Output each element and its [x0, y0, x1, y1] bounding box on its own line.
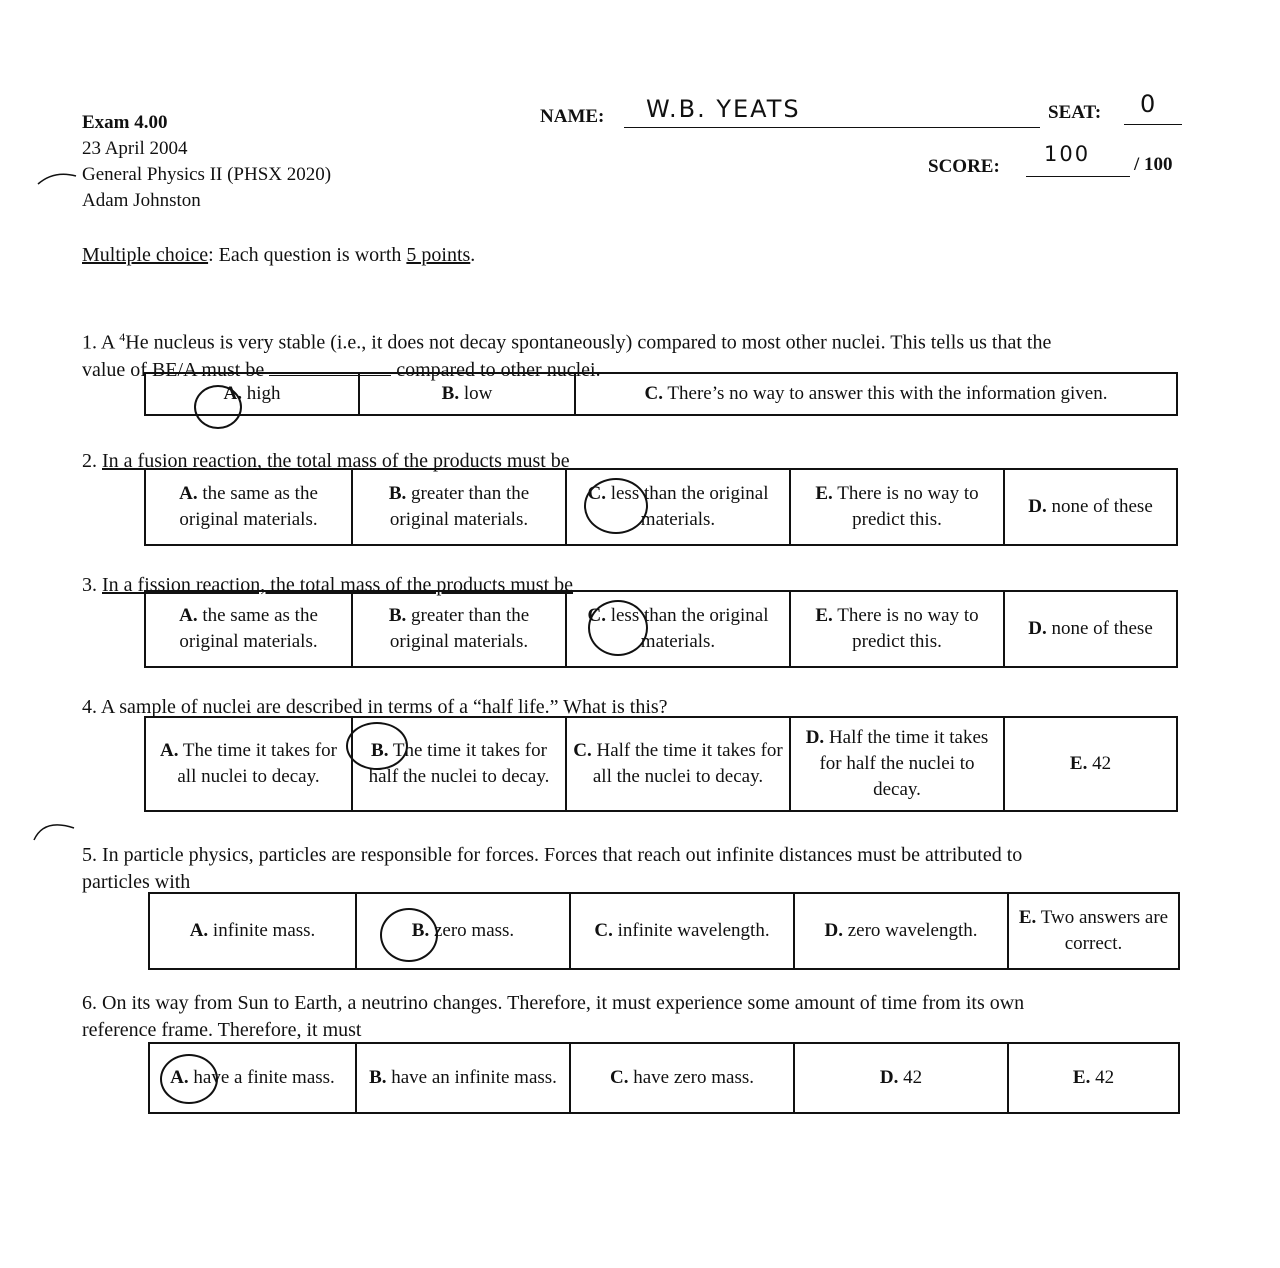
option-a[interactable]: A. have a finite mass. — [149, 1043, 356, 1113]
pencil-stray-mark — [36, 166, 82, 188]
question-number: 2. — [82, 450, 97, 472]
question-text-line2: value of BE/A must be — [82, 358, 265, 381]
seat-label: SEAT: — [1048, 102, 1102, 123]
question-number: 3. — [82, 574, 97, 596]
score-label: SCORE: — [928, 156, 1000, 177]
options-q2 — [144, 468, 1178, 546]
question-text-line2: particles with — [82, 871, 191, 893]
option-b[interactable]: B. have an infinite mass. — [356, 1043, 570, 1113]
option-e[interactable]: E. There is no way to predict this. — [790, 469, 1004, 545]
option-c[interactable]: C. less than the original materials. — [566, 469, 790, 545]
option-a[interactable]: A. The time it takes for all nuclei to decay. — [145, 717, 352, 811]
question-text: In a fission reaction, the total mass of the products must be — [102, 574, 574, 596]
score-field[interactable] — [1026, 142, 1130, 177]
question-text: In a fusion reaction, the total mass of the products must be — [102, 450, 570, 472]
option-b[interactable]: B. low — [359, 373, 575, 415]
exam-date: 23 April 2004 — [82, 138, 188, 159]
question-text-cont: He nucleus is very stable (i.e., it does not decay spontaneously) compared to most other nuclei. This tells us that the — [125, 331, 1052, 354]
question-6 — [82, 990, 1252, 1044]
option-d[interactable]: D. zero wavelength. — [794, 893, 1008, 969]
seat-value: 0 — [1140, 90, 1158, 118]
exam-info — [82, 110, 331, 214]
name-value: W.B. YEATS — [646, 95, 801, 123]
question-text: On its way from Sun to Earth, a neutrino changes. Therefore, it must experience some amount of time from its own — [102, 992, 1025, 1014]
option-e[interactable]: E. Two answers are correct. — [1008, 893, 1179, 969]
option-b[interactable]: B. greater than the original materials. — [352, 591, 566, 667]
instructions-lead: Multiple choice — [82, 244, 209, 266]
option-b[interactable]: B. The time it takes for half the nuclei to decay. — [352, 717, 566, 811]
option-a[interactable]: A. high — [145, 373, 359, 415]
exam-title: Exam 4.00 — [82, 112, 168, 133]
question-number: 1. — [82, 331, 97, 354]
name-field[interactable] — [624, 95, 1040, 128]
options-q6 — [148, 1042, 1180, 1114]
option-b[interactable]: B. greater than the original materials. — [352, 469, 566, 545]
option-a[interactable]: A. the same as the original materials. — [145, 469, 352, 545]
option-d[interactable]: D. none of these — [1004, 469, 1177, 545]
option-c[interactable]: C. have zero mass. — [570, 1043, 794, 1113]
option-e[interactable]: E. 42 — [1008, 1043, 1179, 1113]
instructor-name: Adam Johnston — [82, 190, 201, 211]
option-a[interactable]: A. the same as the original materials. — [145, 591, 352, 667]
options-q5 — [148, 892, 1180, 970]
question-number: 5. — [82, 844, 97, 866]
score-total: / 100 — [1134, 154, 1173, 175]
instructions-end: . — [470, 244, 476, 266]
pencil-stray-mark — [30, 814, 78, 844]
question-text-line2: reference frame. Therefore, it must — [82, 1019, 362, 1041]
option-c[interactable]: C. less than the original materials. — [566, 591, 790, 667]
name-label: NAME: — [540, 106, 605, 127]
seat-field[interactable] — [1124, 92, 1182, 125]
instructions-text: : Each question is worth — [208, 244, 407, 266]
question-5 — [82, 842, 1252, 896]
superscript: 4 — [119, 330, 126, 344]
option-b[interactable]: B. zero mass. — [356, 893, 570, 969]
option-d[interactable]: D. none of these — [1004, 591, 1177, 667]
option-c[interactable]: C. There’s no way to answer this with the information given. — [575, 373, 1177, 415]
option-d[interactable]: D. Half the time it takes for half the nuclei to decay. — [790, 717, 1004, 811]
question-number: 6. — [82, 992, 97, 1014]
course-name: General Physics II (PHSX 2020) — [82, 164, 332, 185]
option-e[interactable]: E. There is no way to predict this. — [790, 591, 1004, 667]
options-q1 — [144, 372, 1178, 416]
option-a[interactable]: A. infinite mass. — [149, 893, 356, 969]
instructions — [82, 242, 475, 269]
option-e[interactable]: E. 42 — [1004, 717, 1177, 811]
options-q3 — [144, 590, 1178, 668]
question-text: A — [100, 331, 120, 354]
question-text: A sample of nuclei are described in terms of a “half life.” What is this? — [100, 696, 668, 718]
options-q4 — [144, 716, 1178, 812]
instructions-points: 5 points — [406, 244, 471, 266]
question-number: 4. — [82, 696, 97, 718]
option-c[interactable]: C. Half the time it takes for all the nuclei to decay. — [566, 717, 790, 811]
question-text: In particle physics, particles are responsible for forces. Forces that reach out infinite distances must be attributed to — [102, 844, 1023, 866]
option-c[interactable]: C. infinite wavelength. — [570, 893, 794, 969]
question-text-line2b: compared to other nuclei. — [396, 358, 601, 381]
option-d[interactable]: D. 42 — [794, 1043, 1008, 1113]
score-value: 100 — [1044, 142, 1091, 166]
